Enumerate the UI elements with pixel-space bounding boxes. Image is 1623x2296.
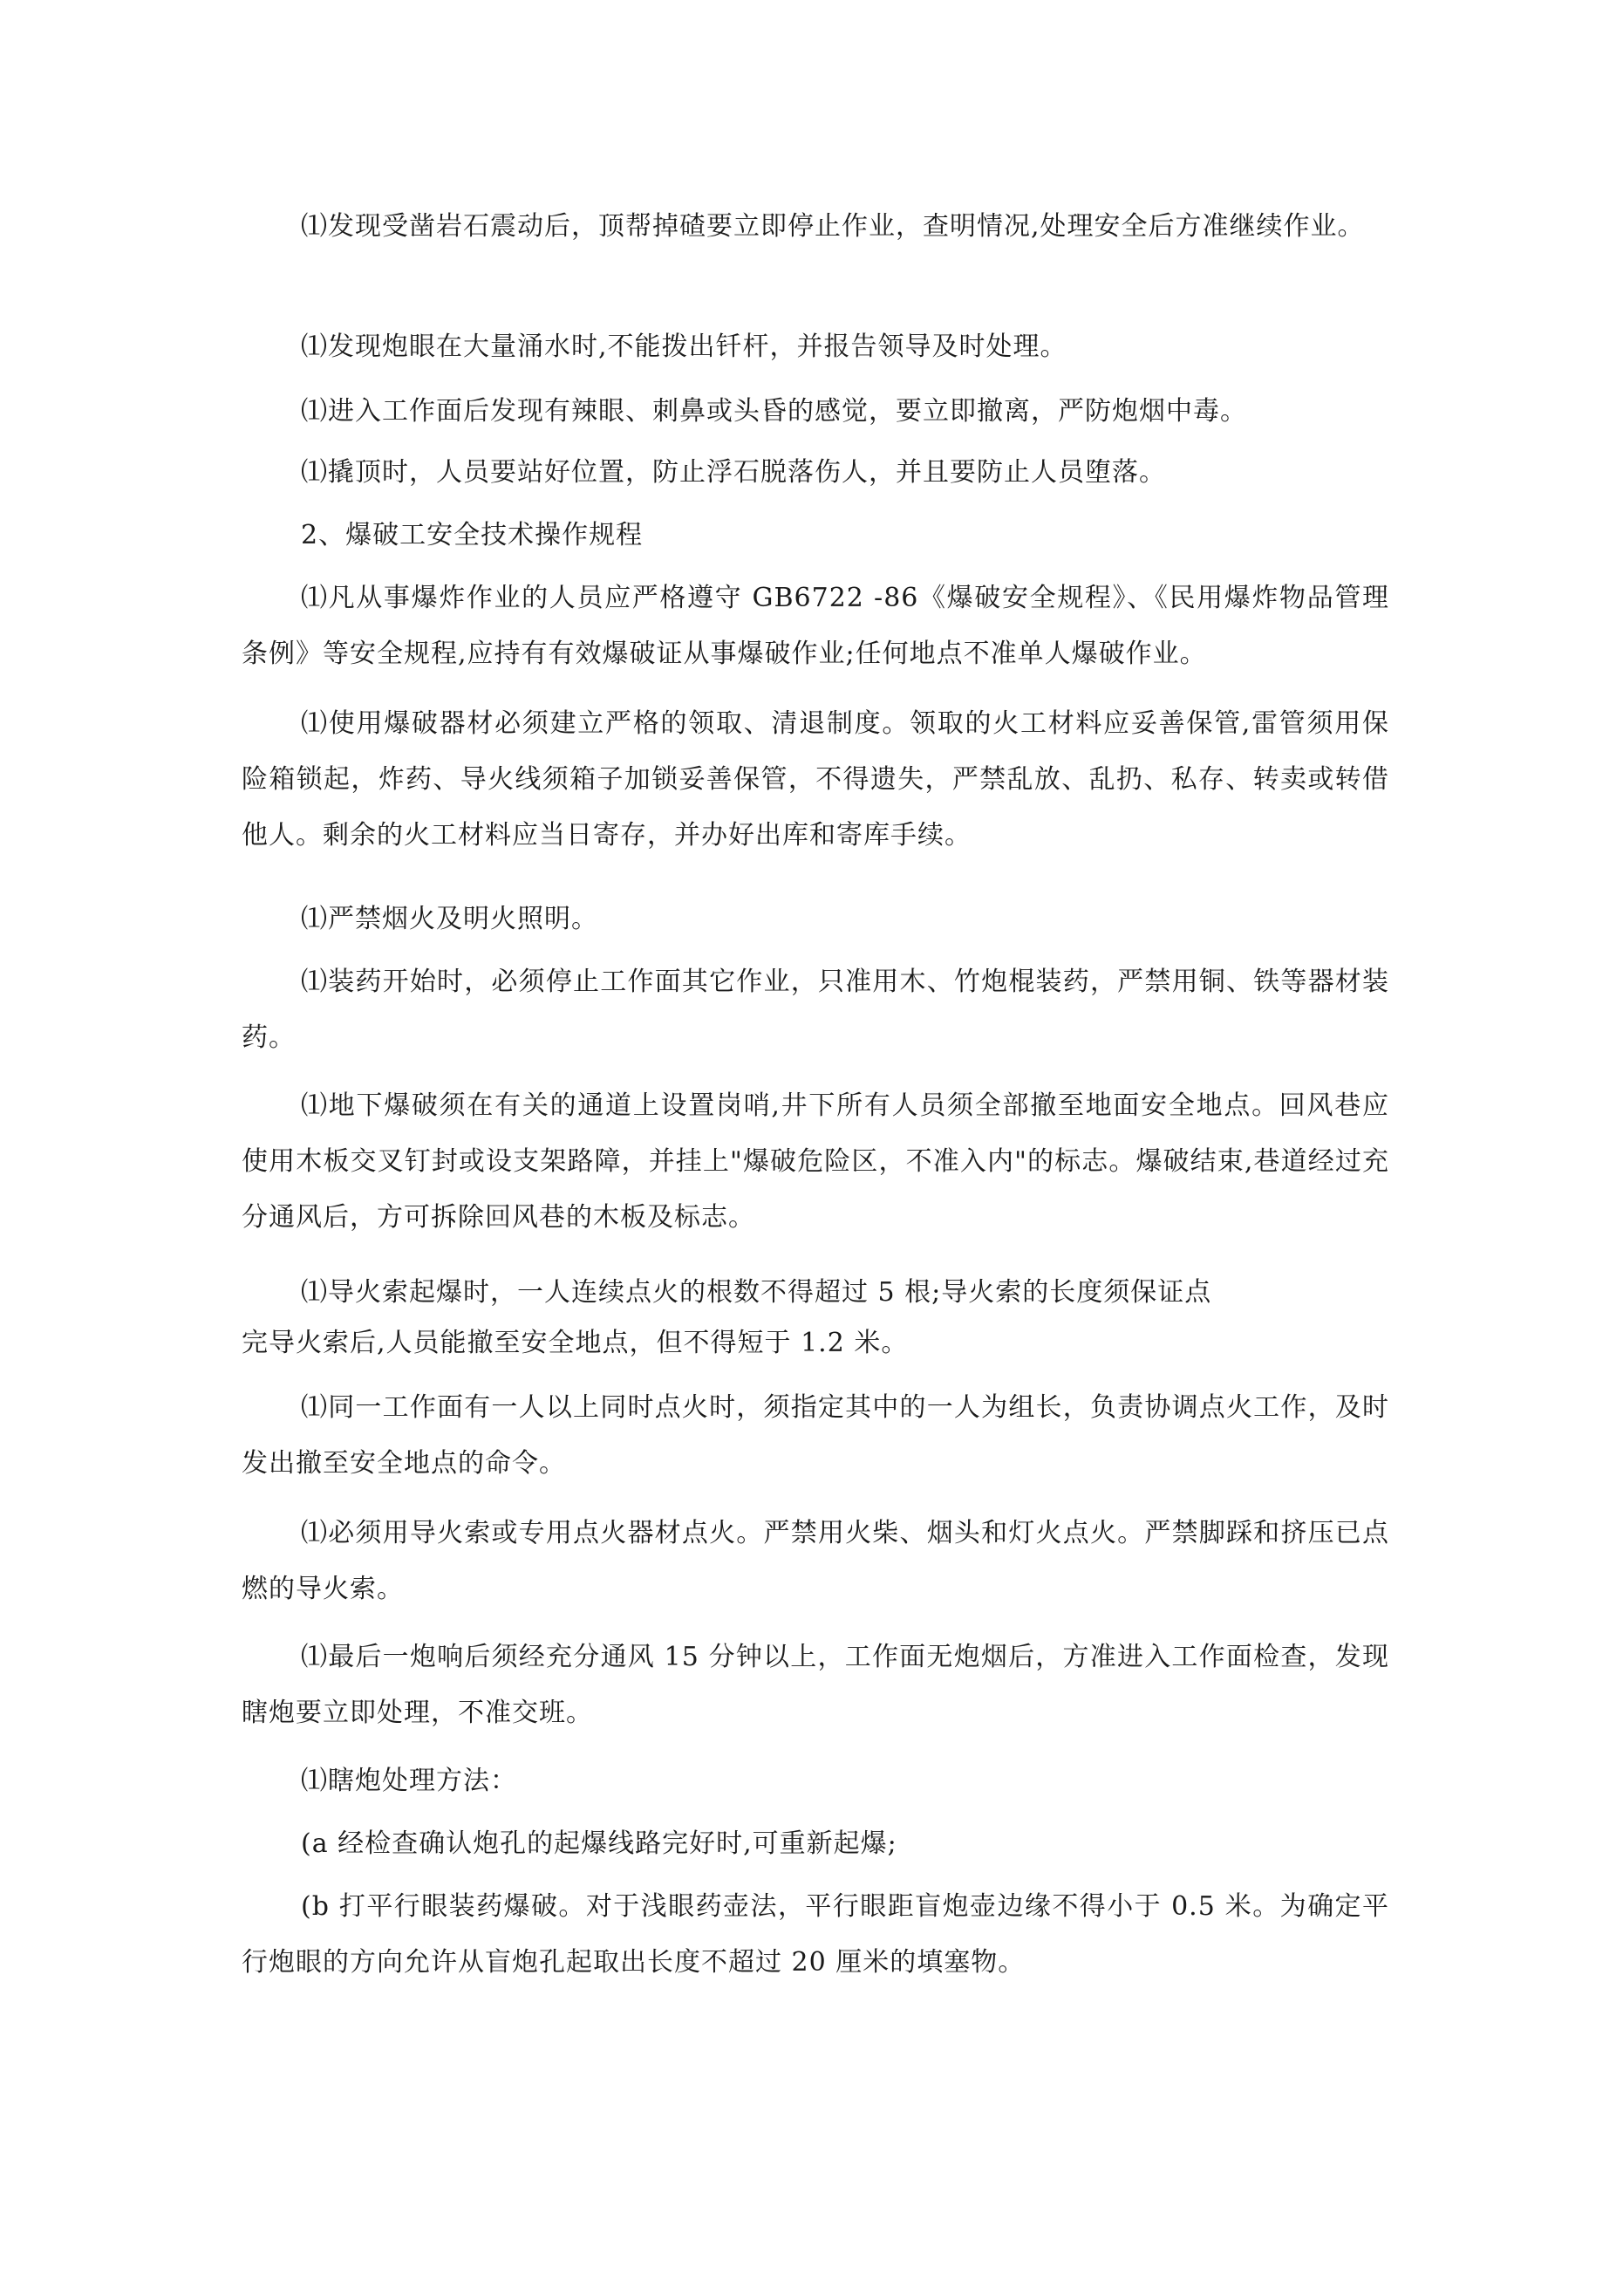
paragraph-5: ⑴凡从事爆炸作业的人员应严格遵守 GB6722 -86《爆破安全规程》、《民用爆炸物品管理条例》等安全规程,应持有有效爆破证从事爆破作业;任何地点不准单人爆破作业。 <box>242 583 1389 669</box>
paragraph-7: ⑴严禁烟火及明火照明。 <box>301 904 598 934</box>
paragraph-9: ⑴地下爆破须在有关的通道上设置岗哨,井下所有人员须全部撤至地面安全地点。回风巷应使用木板交叉钉封或设支架路障，并挂上"爆破危险区，不准入内"的标志。爆破结束,巷道经过充分通风后，方可拆除回风巷的木板及标志。 <box>242 1090 1389 1233</box>
paragraph-4: ⑴撬顶时，人员要站好位置，防止浮石脱落伤人，并且要防止人员堕落。 <box>301 457 1166 488</box>
paragraph-12: ⑴必须用导火索或专用点火器材点火。严禁用火柴、烟头和灯火点火。严禁脚踩和挤压已点燃的导火索。 <box>242 1518 1389 1604</box>
paragraph-1: ⑴发现受凿岩石震动后，顶帮掉碴要立即停止作业，查明情况,处理安全后方准继续作业。 <box>301 211 1365 242</box>
paragraph-10-line-2: 完导火索后,人员能撤至安全地点，但不得短于 1.2 米。 <box>242 1328 909 1358</box>
sub-item-a: (a 经检查确认炮孔的起爆线路完好时,可重新起爆; <box>301 1828 897 1859</box>
paragraph-2: ⑴发现炮眼在大量涌水时,不能拨出钎杆，并报告领导及时处理。 <box>301 331 1067 362</box>
paragraph-10-line-1: ⑴导火索起爆时，一人连续点火的根数不得超过 5 根;导火索的长度须保证点 <box>301 1277 1212 1308</box>
sub-item-b: (b 打平行眼装药爆破。对于浅眼药壶法，平行眼距盲炮壶边缘不得小于 0.5 米。为确定平行炮眼的方向允许从盲炮孔起取出长度不超过 20 厘米的填塞物。 <box>242 1891 1389 1978</box>
paragraph-13: ⑴最后一炮响后须经充分通风 15 分钟以上，工作面无炮烟后，方准进入工作面检查，发现瞎炮要立即处理，不准交班。 <box>242 1642 1389 1728</box>
paragraph-8: ⑴装药开始时，必须停止工作面其它作业，只准用木、竹炮棍装药，严禁用铜、铁等器材装药。 <box>242 967 1389 1053</box>
paragraph-3: ⑴进入工作面后发现有辣眼、刺鼻或头昏的感觉，要立即撤离，严防炮烟中毒。 <box>301 396 1247 427</box>
section-heading: 2、爆破工安全技术操作规程 <box>301 520 644 550</box>
paragraph-6: ⑴使用爆破器材必须建立严格的领取、清退制度。领取的火工材料应妥善保管,雷管须用保险箱锁起，炸药、导火线须箱子加锁妥善保管，不得遗失，严禁乱放、乱扔、私存、转卖或转借他人。剩余的火工材料应当日寄存，并办好出库和寄库手续。 <box>242 708 1389 851</box>
paragraph-14: ⑴瞎炮处理方法： <box>301 1766 517 1796</box>
paragraph-11: ⑴同一工作面有一人以上同时点火时，须指定其中的一人为组长，负责协调点火工作，及时发出撤至安全地点的命令。 <box>242 1392 1389 1479</box>
